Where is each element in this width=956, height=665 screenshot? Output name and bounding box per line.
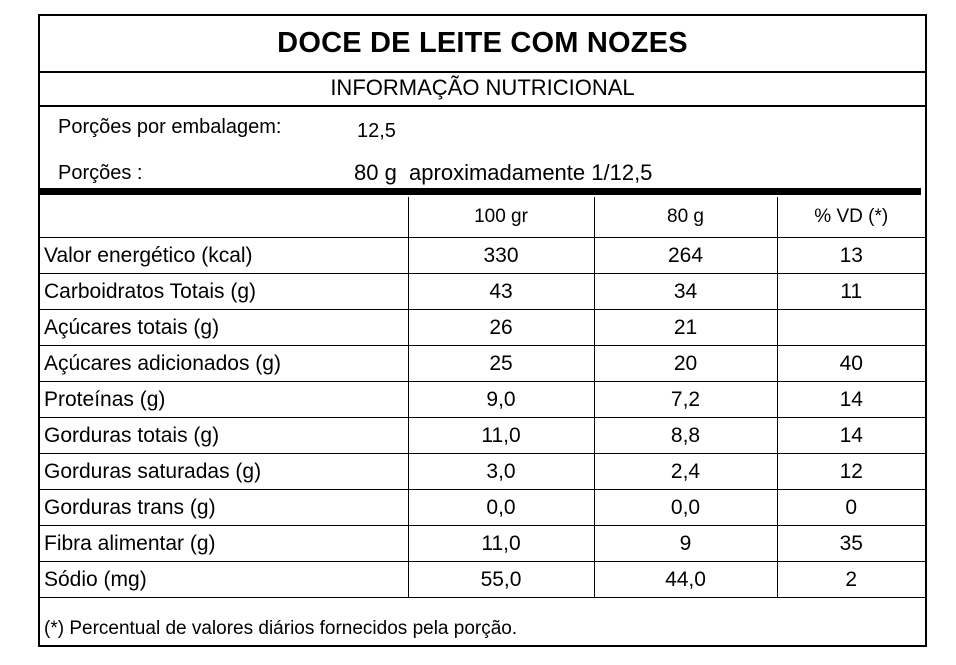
nutrient-name: Proteínas (g) xyxy=(40,382,408,418)
value-100g: 25 xyxy=(408,346,594,382)
value-100g: 26 xyxy=(408,310,594,346)
portion-value: 80 g aproximadamente 1/12,5 xyxy=(354,160,653,185)
header-100g: 100 gr xyxy=(408,197,594,238)
value-100g: 43 xyxy=(408,274,594,310)
header-80g: 80 g xyxy=(594,197,777,238)
value-vd: 14 xyxy=(777,382,925,418)
value-vd: 0 xyxy=(777,490,925,526)
thick-divider xyxy=(40,188,921,195)
table-row xyxy=(40,490,925,526)
value-vd: 13 xyxy=(777,238,925,274)
value-80g: 44,0 xyxy=(594,562,777,598)
product-title: DOCE DE LEITE COM NOZES xyxy=(40,16,925,73)
value-vd: 12 xyxy=(777,454,925,490)
value-80g: 7,2 xyxy=(594,382,777,418)
nutrient-name: Fibra alimentar (g) xyxy=(40,526,408,562)
table-header-row xyxy=(40,197,925,238)
table-row xyxy=(40,382,925,418)
value-100g: 11,0 xyxy=(408,526,594,562)
table-row xyxy=(40,346,925,382)
value-100g: 3,0 xyxy=(408,454,594,490)
nutrient-name: Valor energético (kcal) xyxy=(40,238,408,274)
value-vd: 14 xyxy=(777,418,925,454)
header-empty xyxy=(40,197,408,238)
value-80g: 9 xyxy=(594,526,777,562)
value-vd: 35 xyxy=(777,526,925,562)
table-row xyxy=(40,562,925,598)
nutrient-name: Carboidratos Totais (g) xyxy=(40,274,408,310)
nutrient-name: Gorduras trans (g) xyxy=(40,490,408,526)
value-vd: 11 xyxy=(777,274,925,310)
table-row xyxy=(40,418,925,454)
nutrient-name: Gorduras totais (g) xyxy=(40,418,408,454)
value-80g: 264 xyxy=(594,238,777,274)
table-row xyxy=(40,526,925,562)
value-100g: 330 xyxy=(408,238,594,274)
value-100g: 0,0 xyxy=(408,490,594,526)
value-80g: 21 xyxy=(594,310,777,346)
value-80g: 8,8 xyxy=(594,418,777,454)
footnote: (*) Percentual de valores diários fornecidos pela porção. xyxy=(44,617,518,639)
servings-per-package-label: Porções por embalagem: xyxy=(58,116,282,138)
value-100g: 9,0 xyxy=(408,382,594,418)
nutrition-table xyxy=(40,197,925,598)
value-vd: 2 xyxy=(777,562,925,598)
nutrient-name: Sódio (mg) xyxy=(40,562,408,598)
value-80g: 34 xyxy=(594,274,777,310)
header-vd: % VD (*) xyxy=(777,197,925,238)
portion-label: Porções : xyxy=(58,162,143,184)
value-80g: 2,4 xyxy=(594,454,777,490)
nutrient-name: Gorduras saturadas (g) xyxy=(40,454,408,490)
nutrition-label xyxy=(38,14,927,647)
nutrition-info-heading: INFORMAÇÃO NUTRICIONAL xyxy=(40,71,925,107)
table-row xyxy=(40,274,925,310)
value-vd: 40 xyxy=(777,346,925,382)
value-80g: 0,0 xyxy=(594,490,777,526)
value-100g: 11,0 xyxy=(408,418,594,454)
servings-per-package-value: 12,5 xyxy=(357,120,396,142)
value-100g: 55,0 xyxy=(408,562,594,598)
value-80g: 20 xyxy=(594,346,777,382)
value-vd xyxy=(777,310,925,346)
nutrient-name: Açúcares totais (g) xyxy=(40,310,408,346)
table-row xyxy=(40,454,925,490)
nutrient-name: Açúcares adicionados (g) xyxy=(40,346,408,382)
table-row xyxy=(40,310,925,346)
table-row xyxy=(40,238,925,274)
